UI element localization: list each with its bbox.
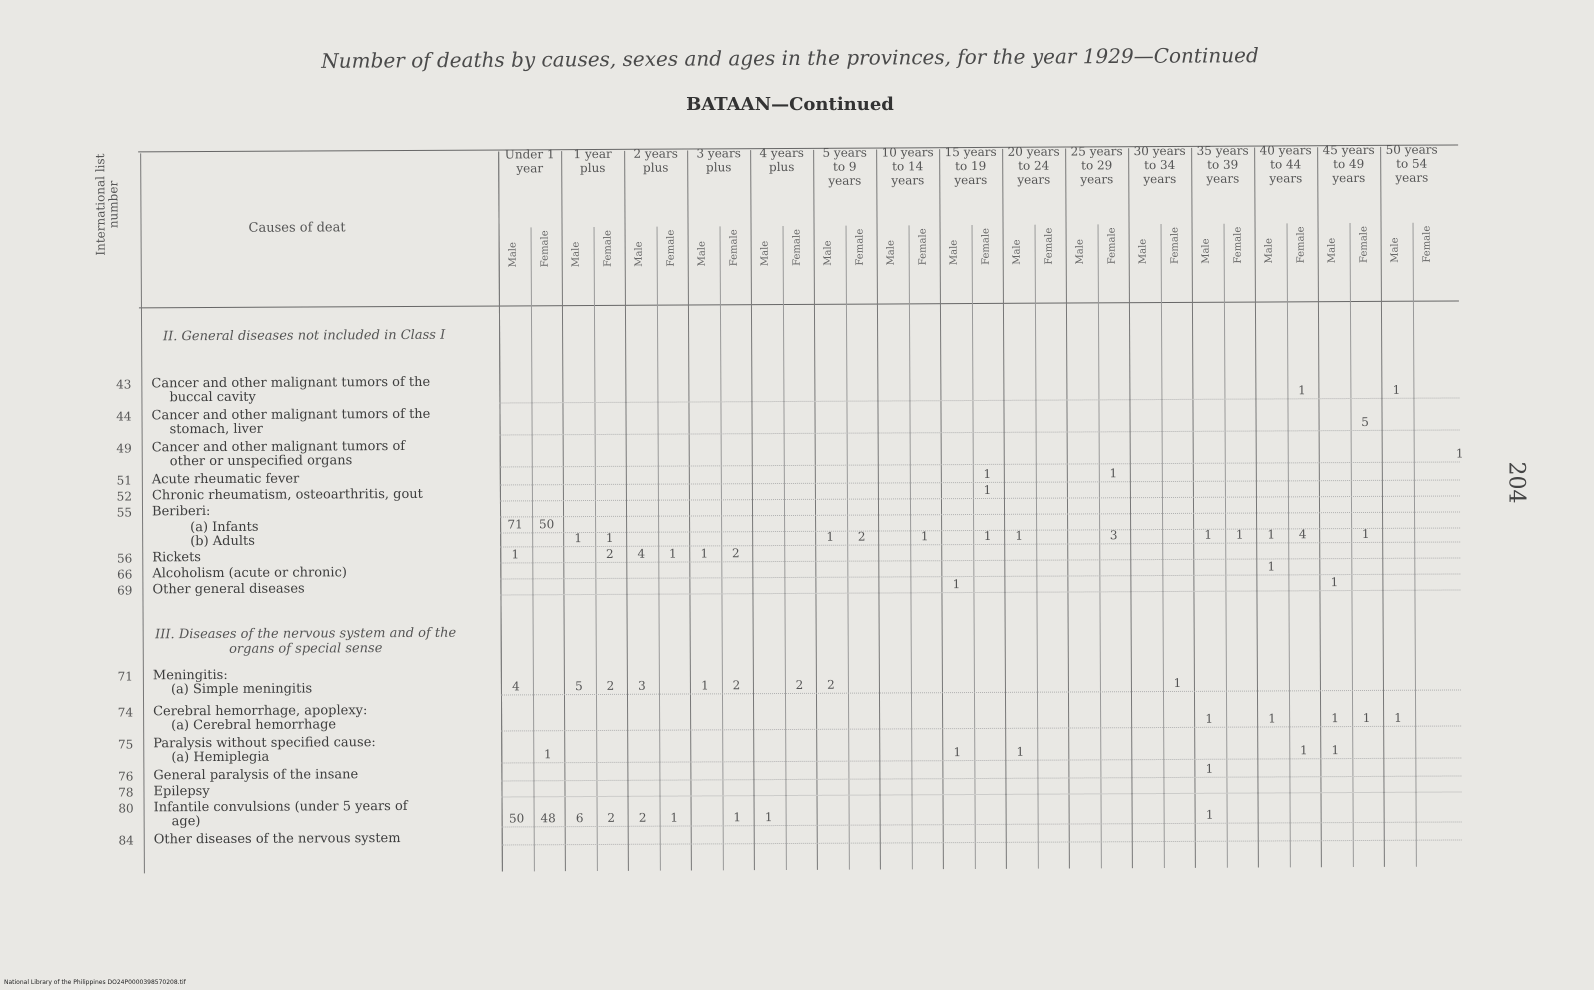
female-column-header: Female <box>665 229 677 267</box>
death-count-cell: 1 <box>953 745 962 760</box>
death-count-cell: 2 <box>857 529 866 544</box>
number-column-rule <box>140 153 145 873</box>
death-count-cell: 1 <box>668 546 677 561</box>
intl-list-number: 75 <box>117 737 134 752</box>
female-column-header: Female <box>1043 227 1055 265</box>
cause-of-death-label: (a) Hemiplegia <box>171 749 270 766</box>
death-count-cell: 4 <box>512 679 520 694</box>
sex-column-rule <box>1286 223 1290 867</box>
row-leader-dots <box>501 725 1461 732</box>
intl-list-number: 80 <box>118 801 134 816</box>
sex-column-rule <box>845 226 849 870</box>
death-count-cell: 1 <box>1205 807 1214 822</box>
death-count-cell: 1 <box>1015 528 1024 543</box>
death-count-cell: 1 <box>1394 710 1402 725</box>
death-count-cell: 1 <box>605 530 614 545</box>
male-column-header: Male <box>1137 238 1149 265</box>
age-group-header: 10 years to 14 years <box>881 145 934 188</box>
male-column-header: Male <box>696 241 708 267</box>
cause-of-death-label: Rickets <box>152 550 202 566</box>
female-column-header: Female <box>854 228 866 266</box>
death-count-cell: 2 <box>732 678 741 693</box>
intl-list-number: 66 <box>117 567 133 582</box>
sex-column-rule <box>1160 224 1164 868</box>
causes-of-death-header: Causes of deat <box>248 220 346 236</box>
female-column-header: Female <box>1295 226 1307 264</box>
intl-list-number-header: International list number <box>93 153 121 256</box>
page-subtitle: BATAAN—Continued <box>686 94 894 115</box>
cause-of-death-label: Cancer and other malignant tumors of <box>151 438 406 456</box>
header-bottom-rule <box>139 300 1459 308</box>
death-count-cell: 1 <box>826 529 835 544</box>
death-count-cell: 1 <box>574 531 583 546</box>
cause-of-death-label: Paralysis without specified cause: <box>153 735 376 752</box>
intl-list-number: 69 <box>117 583 133 598</box>
death-count-cell: 5 <box>575 679 583 694</box>
age-group-header: 3 years plus <box>696 146 741 175</box>
age-group-header: 1 year plus <box>573 146 612 176</box>
male-column-header: Male <box>822 240 834 266</box>
cause-of-death-label: buccal cavity <box>169 389 256 406</box>
cause-of-death-label: General paralysis of the insane <box>153 767 359 784</box>
cause-of-death-label: stomach, liver <box>169 421 263 438</box>
intl-list-number: 78 <box>118 785 134 800</box>
female-column-header: Female <box>602 230 614 267</box>
sex-column-rule <box>1223 224 1227 868</box>
death-count-cell: 2 <box>827 677 835 692</box>
death-count-cell: 2 <box>731 546 740 561</box>
page-title: Number of deaths by causes, sexes and ages in the provinces, for the year 1929—Continued <box>321 43 1259 73</box>
age-group-header: 30 years to 34 years <box>1133 143 1186 187</box>
sex-column-rule <box>782 226 786 870</box>
cause-of-death-label: Other general diseases <box>152 581 305 598</box>
death-count-cell: 48 <box>540 811 556 826</box>
death-count-cell: 1 <box>1331 743 1340 758</box>
death-count-cell: 1 <box>952 577 961 592</box>
death-count-cell: 4 <box>637 546 646 561</box>
death-count-cell: 1 <box>1205 711 1213 726</box>
cause-of-death-label: Meningitis: <box>152 667 228 684</box>
male-column-header: Male <box>507 242 519 268</box>
row-leader-dots <box>502 839 1462 846</box>
intl-list-number: 52 <box>116 489 132 504</box>
death-count-cell: 1 <box>1392 382 1401 397</box>
female-column-header: Female <box>917 228 929 266</box>
age-group-header: 20 years to 24 years <box>1007 144 1060 187</box>
death-count-cell: 1 <box>1109 466 1118 481</box>
sex-column-rule <box>1097 224 1101 868</box>
male-column-header: Male <box>633 241 645 267</box>
female-column-header: Female <box>1232 226 1244 264</box>
sex-column-rule <box>1349 223 1353 867</box>
sex-column-rule <box>908 225 912 869</box>
deaths-table <box>93 132 1472 879</box>
age-group-header: 40 years to 44 years <box>1259 143 1312 186</box>
female-column-header: Female <box>539 230 551 268</box>
death-count-cell: 1 <box>511 547 520 562</box>
intl-list-number: 74 <box>117 705 134 720</box>
male-column-header: Male <box>570 241 582 268</box>
sex-column-rule <box>971 225 975 869</box>
male-column-header: Male <box>1074 239 1086 265</box>
death-count-cell: 4 <box>1298 527 1307 542</box>
death-count-cell: 1 <box>1298 383 1306 398</box>
female-column-header: Female <box>728 229 740 267</box>
death-count-cell: 1 <box>1173 675 1182 690</box>
row-leader-dots <box>501 757 1461 764</box>
death-count-cell: 1 <box>700 546 709 561</box>
male-column-header: Male <box>1389 237 1401 263</box>
age-group-header: 4 years plus <box>759 145 804 175</box>
age-group-header: Under 1 year <box>504 147 555 176</box>
row-leader-dots <box>500 429 1460 436</box>
row-leader-dots <box>501 775 1461 782</box>
cause-of-death-label: Cancer and other malignant tumors of the <box>151 406 431 424</box>
death-count-cell: 1 <box>1204 527 1213 542</box>
death-count-cell: 1 <box>1331 711 1339 726</box>
death-count-cell: 1 <box>983 466 992 481</box>
death-count-cell: 1 <box>1361 526 1370 541</box>
cause-of-death-label: Cerebral hemorrhage, apoplexy: <box>153 703 368 720</box>
cause-of-death-label: Beriberi: <box>151 504 211 520</box>
row-leader-dots <box>500 573 1460 580</box>
death-count-cell: 1 <box>983 528 992 543</box>
death-count-cell: 1 <box>543 747 552 762</box>
sex-column-rule <box>1412 223 1416 867</box>
death-count-cell: 1 <box>701 678 709 693</box>
sex-column-rule <box>530 227 534 871</box>
death-count-cell: 1 <box>1268 711 1276 726</box>
death-count-cell: 1 <box>1455 446 1464 461</box>
death-count-cell: 1 <box>670 810 678 825</box>
male-column-header: Male <box>885 240 897 266</box>
cause-of-death-label: Alcoholism (acute or chronic) <box>152 565 347 582</box>
death-count-cell: 2 <box>638 810 647 825</box>
age-group-header: 35 years to 39 years <box>1196 143 1249 186</box>
intl-list-number: 44 <box>116 409 132 424</box>
death-count-cell: 1 <box>1330 575 1339 590</box>
female-column-header: Female <box>1358 226 1370 263</box>
row-leader-dots <box>499 397 1459 404</box>
cause-of-death-label: (a) Infants <box>190 519 259 536</box>
male-column-header: Male <box>759 240 771 267</box>
death-count-cell: 2 <box>607 810 615 825</box>
row-leader-dots <box>500 589 1460 596</box>
cause-of-death-label: Epilepsy <box>153 784 210 800</box>
age-group-header: 15 years to 19 years <box>944 144 997 188</box>
cause-of-death-label: Chronic rheumatism, osteoarthritis, gout <box>151 486 423 504</box>
death-count-cell: 2 <box>605 546 614 561</box>
male-column-header: Male <box>948 239 960 266</box>
age-group-header: 45 years to 49 years <box>1322 142 1375 186</box>
death-count-cell: 1 <box>1362 710 1371 725</box>
male-column-header: Male <box>1263 238 1275 264</box>
death-count-cell: 5 <box>1361 414 1369 429</box>
male-column-header: Male <box>1011 239 1023 265</box>
death-count-cell: 1 <box>1299 743 1308 758</box>
death-count-cell: 6 <box>575 811 584 826</box>
male-column-header: Male <box>1326 237 1338 264</box>
death-count-cell: 1 <box>1235 527 1244 542</box>
intl-list-number: 51 <box>116 473 132 488</box>
age-group-header: 2 years plus <box>633 146 678 175</box>
death-count-cell: 1 <box>1016 744 1025 759</box>
section-heading-nervous-system: III. Diseases of the nervous system and of the organs of special sense <box>155 625 457 657</box>
row-leader-dots <box>502 791 1462 798</box>
death-count-cell: 1 <box>920 529 929 544</box>
death-count-cell: 1 <box>983 482 992 497</box>
death-count-cell: 2 <box>606 678 615 693</box>
cause-of-death-label: Other diseases of the nervous system <box>153 831 401 848</box>
cause-of-death-label: (a) Simple meningitis <box>170 681 313 698</box>
death-count-cell: 1 <box>733 810 741 825</box>
intl-list-number: 76 <box>118 769 134 784</box>
death-count-cell: 1 <box>1267 559 1276 574</box>
death-count-cell: 3 <box>1109 528 1118 543</box>
female-column-header: Female <box>791 229 803 266</box>
scan-footer: National Library of the Philippines DO24P0000398570208.tif <box>4 979 186 986</box>
row-leader-dots <box>500 511 1460 518</box>
cause-of-death-label: (a) Cerebral hemorrhage <box>171 717 337 734</box>
death-count-cell: 3 <box>638 678 646 693</box>
page-number: 204 <box>1503 461 1529 504</box>
death-count-cell: 71 <box>507 517 523 532</box>
age-group-header: 50 years to 54 years <box>1385 142 1438 185</box>
intl-list-number: 55 <box>116 505 133 520</box>
death-count-cell: 1 <box>1205 761 1214 776</box>
death-count-cell: 1 <box>1267 527 1276 542</box>
intl-list-number: 43 <box>116 377 132 392</box>
cause-of-death-label: (b) Adults <box>190 533 255 550</box>
intl-list-number: 56 <box>116 551 133 566</box>
intl-list-number: 84 <box>118 833 134 848</box>
female-column-header: Female <box>980 228 992 265</box>
female-column-header: Female <box>1421 225 1433 263</box>
death-count-cell: 1 <box>764 810 773 825</box>
female-column-header: Female <box>1169 227 1181 264</box>
sex-column-rule <box>1034 225 1038 869</box>
cause-of-death-label: age) <box>171 814 201 830</box>
death-count-cell: 50 <box>508 811 525 826</box>
age-group-header: 25 years to 29 years <box>1070 144 1123 187</box>
death-count-cell: 2 <box>795 677 804 692</box>
intl-list-number: 49 <box>116 441 132 456</box>
cause-of-death-label: Acute rheumatic fever <box>151 471 300 488</box>
age-group-header: 5 years to 9 years <box>822 145 867 188</box>
section-heading-general-diseases: II. General diseases not included in Class I <box>162 327 446 345</box>
female-column-header: Female <box>1106 227 1118 265</box>
cause-of-death-label: other or unspecified organs <box>169 453 353 470</box>
cause-of-death-label: Infantile convulsions (under 5 years of <box>153 798 408 816</box>
intl-list-number: 71 <box>117 669 133 684</box>
cause-of-death-label: Cancer and other malignant tumors of the <box>151 374 431 392</box>
death-count-cell: 50 <box>538 517 555 532</box>
male-column-header: Male <box>1200 238 1212 264</box>
